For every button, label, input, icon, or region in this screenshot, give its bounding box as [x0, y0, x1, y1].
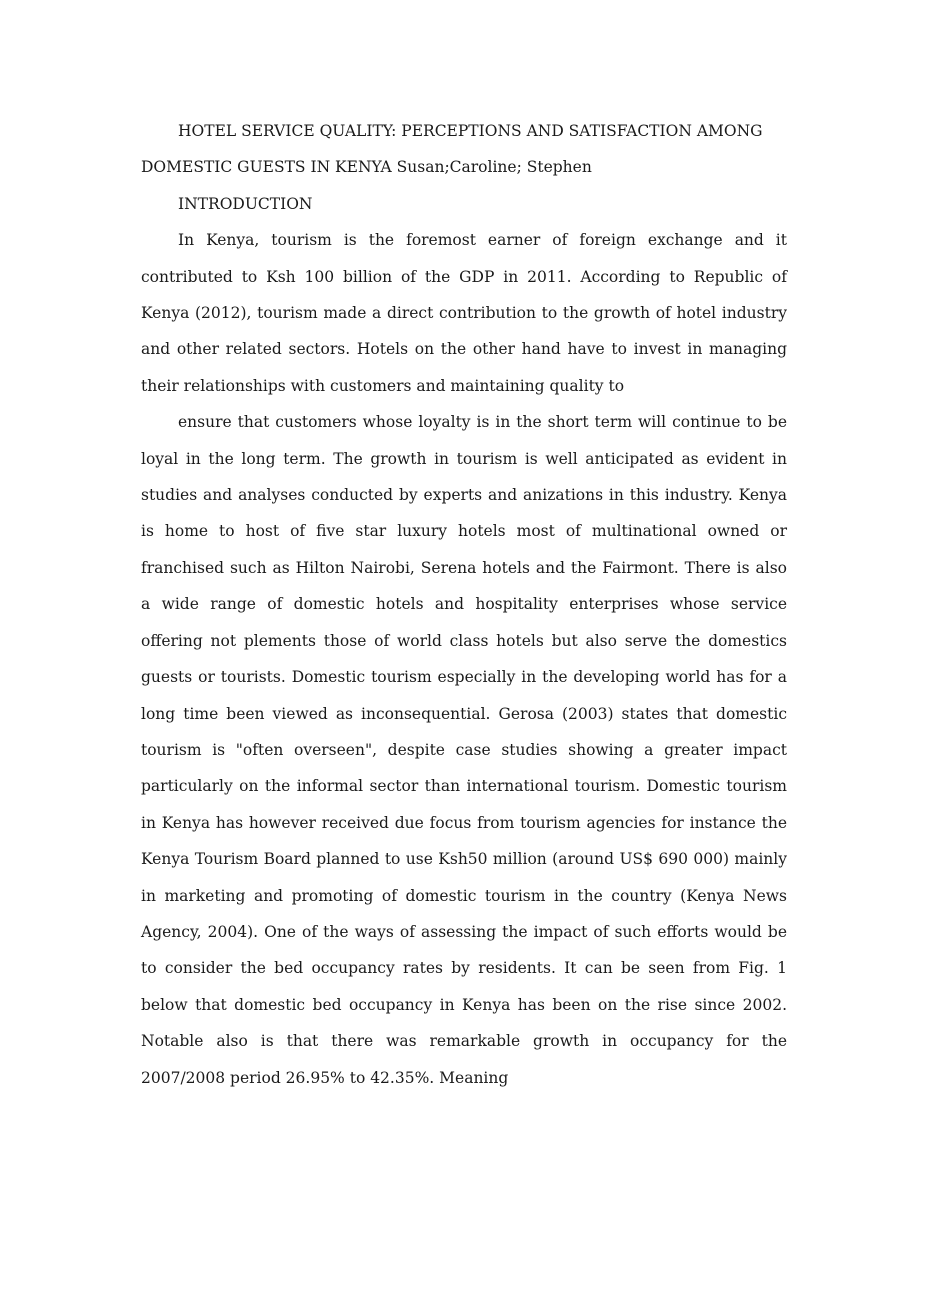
- section-heading: INTRODUCTION: [178, 194, 313, 213]
- body-paragraph-2: ensure that customers whose loyalty is in the short term will continue to be loyal in the long term. The growth in tourism is well anticipated as evident in studies and analyses conducted by experts and anizations in this industry. Kenya is home to host of five star luxury hotels most of multinational owned or franchised such as Hilton Nairobi, Serena hotels and the Fairmont. There is also a wide range of domestic hotels and hospitality enterprises whose service offering not plements those of world class hotels but also serve the domestics guests or tourists. Domestic tourism especially in the developing world has for a long time been viewed as inconsequential. Gerosa (2003) states that domestic tourism is "often overseen", despite case studies showing a greater impact particularly on the informal sector than international tourism. Domestic tourism in Kenya has however received due focus from tourism agencies for instance the Kenya Tourism Board planned to use Ksh50 million (around US$ 690 000) mainly in marketing and promoting of domestic tourism in the country (Kenya News Agency, 2004). One of the ways of assessing the impact of such efforts would be to consider the bed occupancy rates by residents. It can be seen from Fig. 1 below that domestic bed occupancy in Kenya has been on the rise since 2002. Notable also is that there was remarkable growth in occupancy for the 2007/2008 period 26.95% to 42.35%. Meaning: [141, 413, 787, 1087]
- body-paragraph-1: In Kenya, tourism is the foremost earner of foreign exchange and it contributed to Ksh 100 billion of the GDP in 2011. According to Republic of Kenya (2012), tourism made a direct contribution to the growth of hotel industry and other related sectors. Hotels on the other hand have to invest in managing their relationships with customers and maintaining quality to: [141, 231, 787, 395]
- document-page: [141, 113, 787, 1096]
- document-title: HOTEL SERVICE QUALITY: PERCEPTIONS AND SATISFACTION AMONG DOMESTIC GUESTS IN KENYA Susan;Caroline; Stephen: [141, 122, 763, 177]
